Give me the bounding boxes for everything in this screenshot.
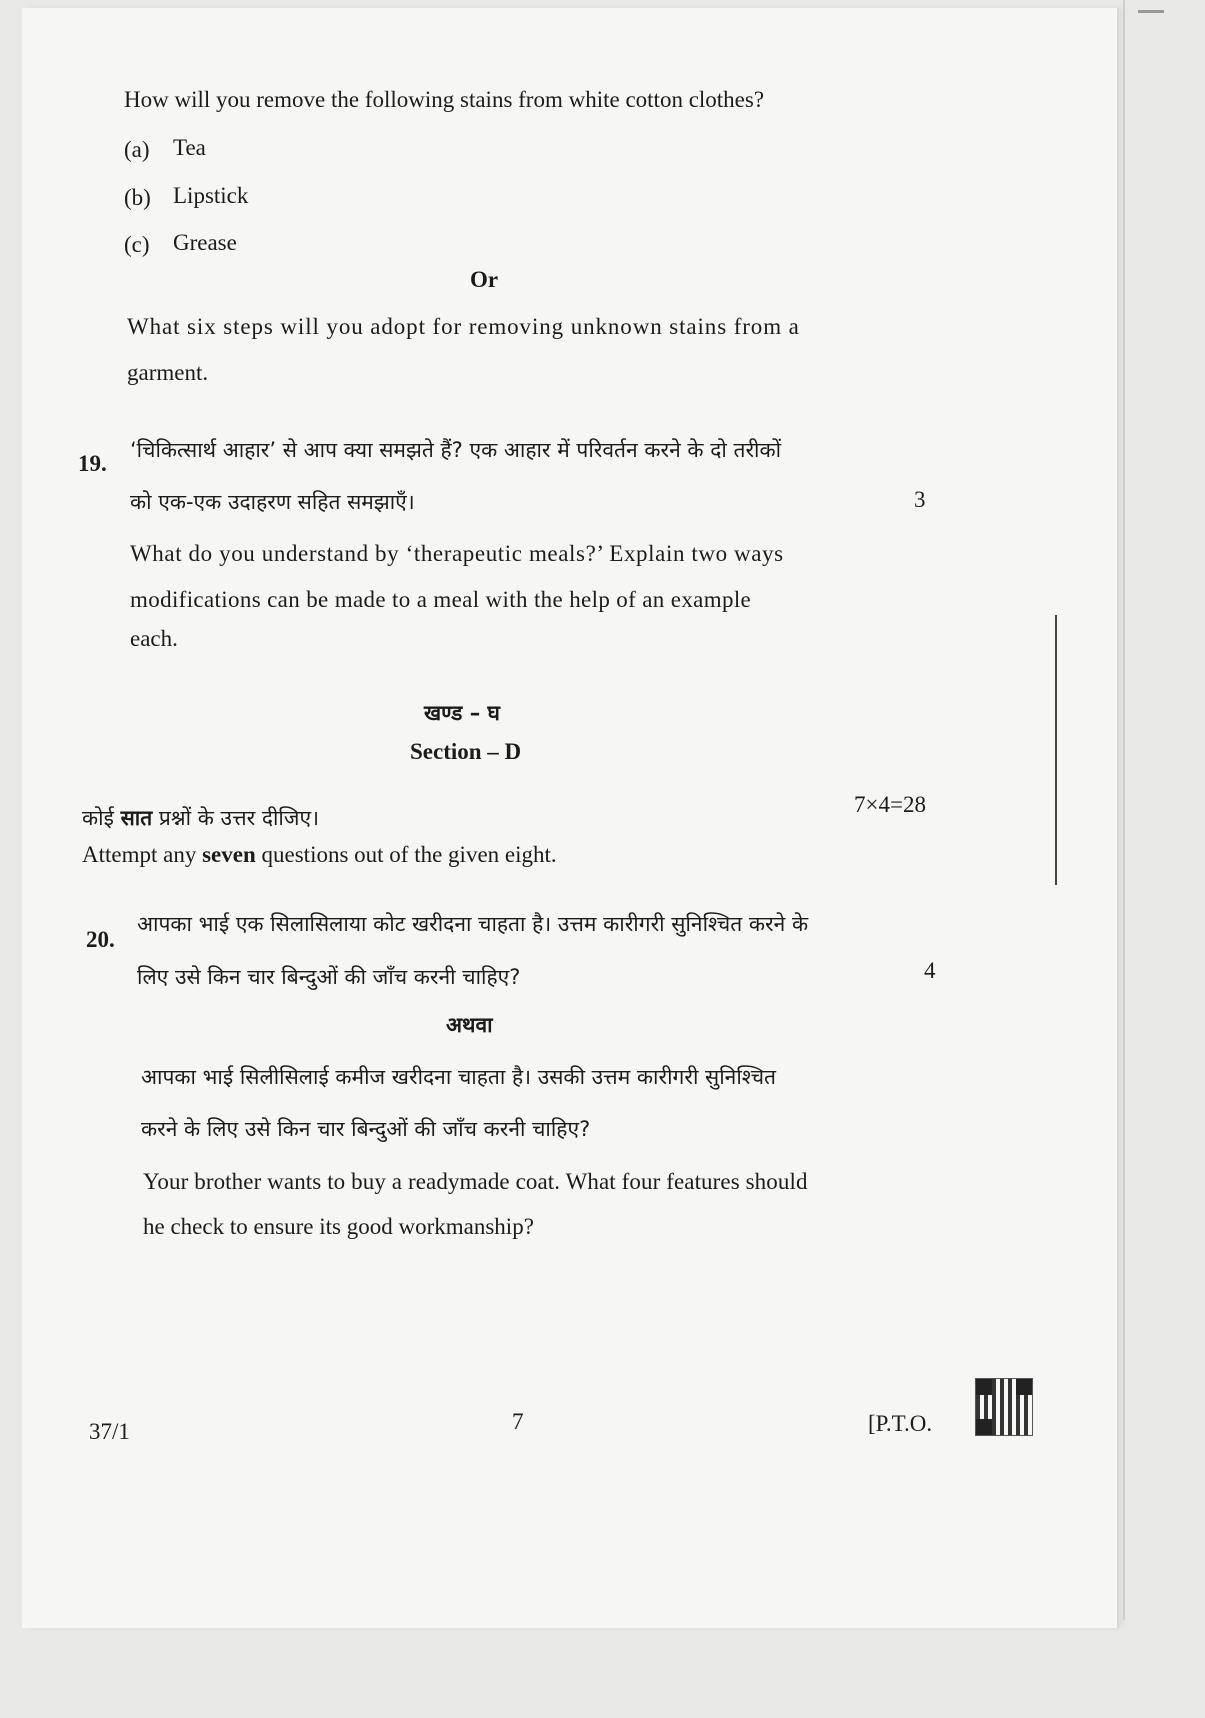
q20-eng-line1: Your brother wants to buy a readymade coat. What four features should: [143, 1169, 808, 1194]
eng-instr-bold: seven: [202, 842, 256, 867]
section-eng-instruction: [82, 843, 557, 866]
option-a-text: Tea: [173, 135, 206, 160]
option-b-label: (b): [124, 185, 151, 210]
option-c-label: (c): [124, 232, 150, 257]
q20-hindi-line2: लिए उसे किन चार बिन्दुओं की जाँच करनी चाहिए?: [137, 965, 521, 989]
section-hindi-title: खण्ड – घ: [424, 701, 500, 725]
section-title: Section – D: [410, 739, 522, 764]
q18-alt-line1: What six steps will you adopt for removing unknown stains from a: [127, 314, 800, 339]
margin-rule: [1055, 615, 1057, 885]
option-a-label: (a): [124, 137, 150, 162]
q19-hindi-line2: को एक-एक उदाहरण सहित समझाएँ।: [130, 490, 415, 514]
q19-number: 19.: [78, 451, 107, 476]
q19-eng-line2: modifications can be made to a meal with the help of an example: [130, 587, 752, 612]
q20-or-hindi: अथवा: [446, 1013, 493, 1037]
page-edge-mark: [1138, 10, 1164, 13]
paper-code: 37/1: [89, 1419, 130, 1444]
q20-eng-line2: he check to ensure its good workmanship?: [143, 1214, 534, 1239]
pto-label: [P.T.O.: [868, 1411, 933, 1436]
section-marks-scheme: 7×4=28: [854, 792, 926, 817]
q19-hindi-line1: ‘चिकित्सार्थ आहार’ से आप क्या समझते हैं? एक आहार में परिवर्तन करने के दो तरीकों: [130, 438, 782, 462]
eng-instr-pre: Attempt any: [82, 842, 203, 867]
q19-marks: 3: [914, 487, 926, 512]
eng-instr-post: questions out of the given eight.: [255, 842, 557, 867]
hindi-instr-pre: कोई: [82, 806, 121, 830]
q19-eng-line1: What do you understand by ‘therapeutic meals?’ Explain two ways: [130, 541, 784, 566]
section-hindi-instruction: [82, 808, 319, 829]
page-number: 7: [512, 1409, 524, 1434]
q20-number: 20.: [86, 927, 115, 952]
q19-eng-line3: each.: [130, 626, 178, 651]
q18-question: How will you remove the following stains from white cotton clothes?: [124, 87, 765, 112]
option-b-text: Lipstick: [173, 183, 249, 208]
qr-code-icon: [975, 1378, 1033, 1436]
q20-alt-hindi-line1: आपका भाई सिलीसिलाई कमीज खरीदना चाहता है। उसकी उत्तम कारीगरी सुनिश्चित: [141, 1065, 777, 1089]
q20-marks: 4: [924, 958, 936, 983]
option-c-text: Grease: [173, 230, 237, 255]
page-edge: [1123, 0, 1125, 1620]
hindi-instr-post: प्रश्नों के उत्तर दीजिए।: [152, 806, 320, 830]
q18-alt-line2: garment.: [127, 360, 209, 385]
hindi-instr-bold: सात: [120, 806, 153, 830]
q20-alt-hindi-line2: करने के लिए उसे किन चार बिन्दुओं की जाँच करनी चाहिए?: [141, 1117, 591, 1141]
q20-hindi-line1: आपका भाई एक सिलासिलाया कोट खरीदना चाहता है। उत्तम कारीगरी सुनिश्चित करने के: [137, 912, 809, 936]
or-label: Or: [470, 267, 499, 292]
